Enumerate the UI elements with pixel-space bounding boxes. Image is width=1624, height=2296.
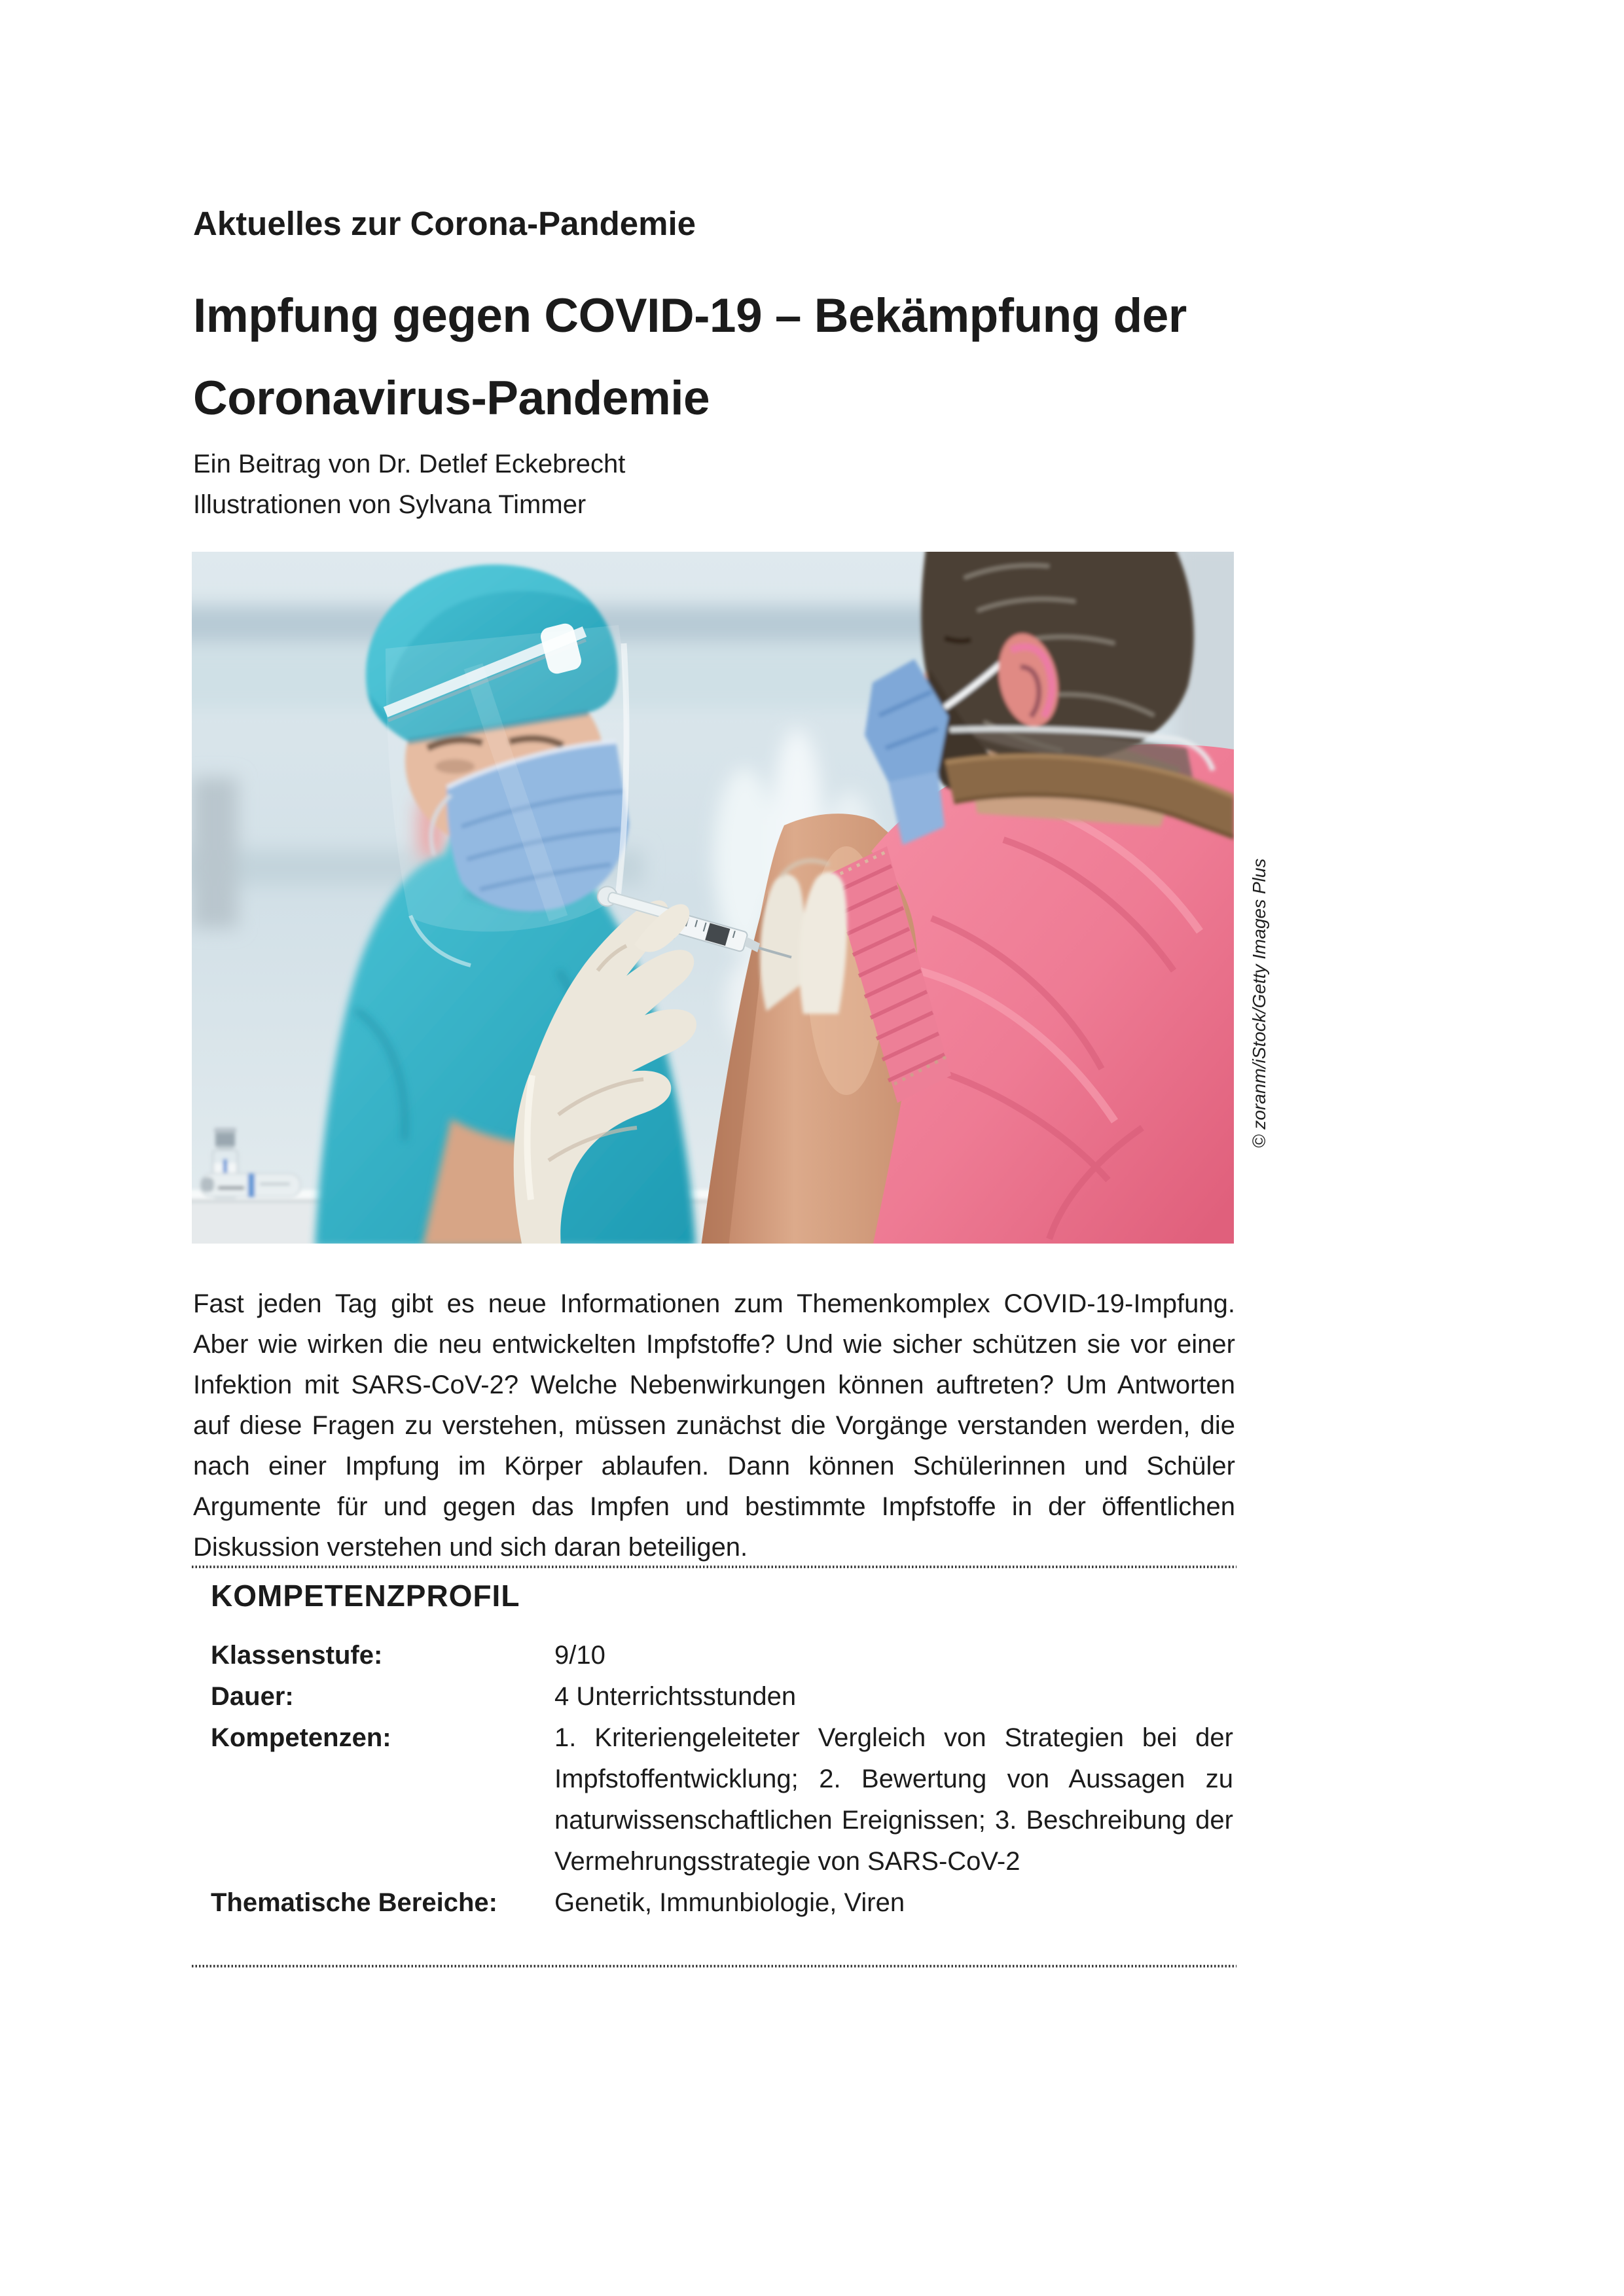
row-label-dauer: Dauer:: [211, 1682, 294, 1711]
row-value-kompetenzen: 1. Kriteriengeleiteter Vergleich von Strategien bei der Impfstoffentwicklung; 2. Bewertung von Aussagen zu naturwissenschaftlichen Ereignissen; 3. Beschreibung der Vermehrungsstrategie von SARS-CoV-2: [554, 1723, 1233, 1876]
vaccination-photo-illustration: [192, 552, 1234, 1244]
row-value-dauer: 4 Unterrichtsstunden: [554, 1682, 797, 1711]
row-value-klassenstufe: 9/10: [554, 1641, 605, 1670]
row-label-klassenstufe: Klassenstufe:: [211, 1641, 383, 1670]
page-title: Impfung gegen COVID-19 – Bekämpfung der Coronavirus-Pandemie: [193, 289, 1187, 425]
dotted-divider-top: [192, 1566, 1236, 1568]
row-value-thematische-bereiche: Genetik, Immunbiologie, Viren: [554, 1888, 905, 1917]
kompetenzprofil-table: [211, 1635, 1233, 1924]
dotted-divider-bottom: [192, 1965, 1236, 1967]
bylines: [193, 444, 625, 525]
photo-credit: © zoranm/iStock/Getty Images Plus: [1249, 858, 1269, 1148]
intro-paragraph: Fast jeden Tag gibt es neue Informationen zum Themenkomplex COVID-19-Impfung. Aber wie wirken die neu entwickelten Impfstoffe? Und wie sicher schützen sie vor einer Infektion mit SARS-CoV-2? Welche Nebenwirkungen können auftreten? Um Antworten auf diese Fragen zu verstehen, müssen zunächst die Vorgänge verstanden werden, die nach einer Impfung im Körper ablaufen. Dann können Schülerinnen und Schüler Argumente für und gegen das Impfen und bestimmte Impfstoffe in der öffentlichen Diskussion verstehen und sich daran beteiligen.: [193, 1289, 1235, 1562]
kompetenzprofil-heading: KOMPETENZPROFIL: [211, 1579, 520, 1613]
row-label-kompetenzen: Kompetenzen:: [211, 1723, 391, 1752]
vaccination-photo: [192, 552, 1234, 1244]
series-heading: Aktuelles zur Corona-Pandemie: [193, 205, 696, 242]
byline-author: Ein Beitrag von Dr. Detlef Eckebrecht: [193, 450, 626, 478]
row-label-thematische-bereiche: Thematische Bereiche:: [211, 1888, 497, 1917]
byline-illustrations: Illustrationen von Sylvana Timmer: [193, 490, 586, 519]
